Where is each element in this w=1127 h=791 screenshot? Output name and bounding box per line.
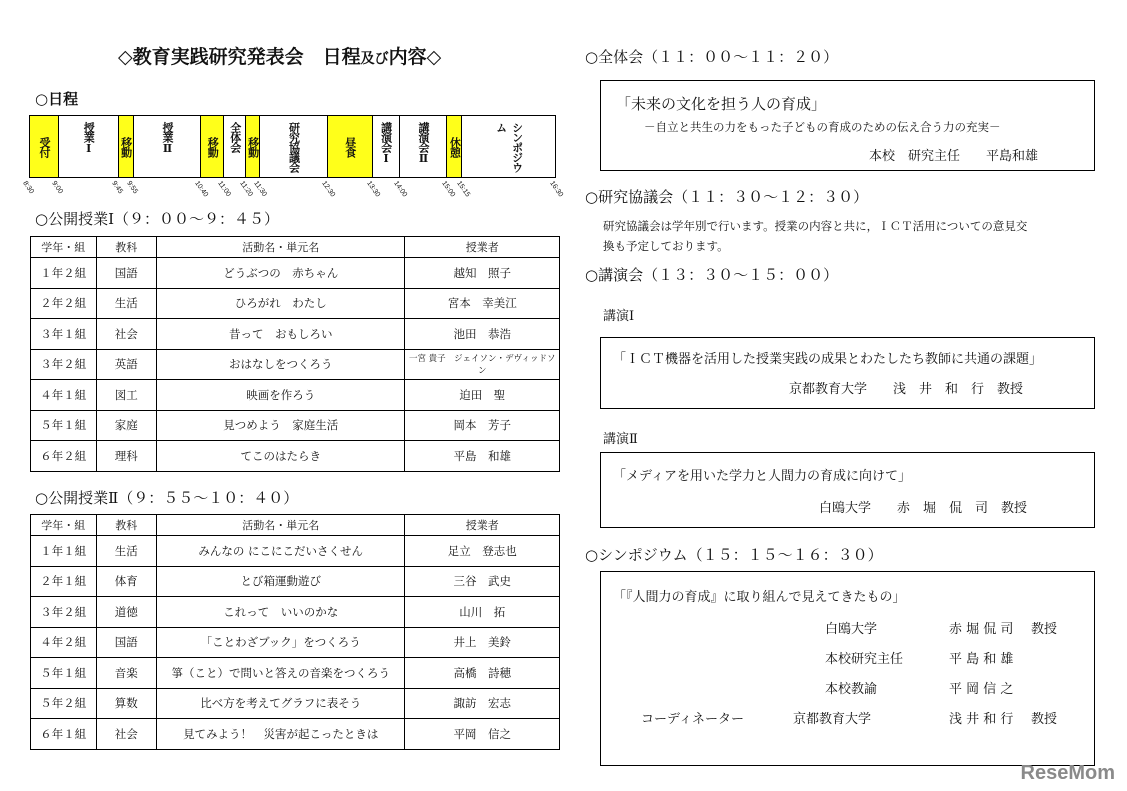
activity-cell: どうぶつの 赤ちゃん: [156, 258, 404, 289]
schedule-segment: [30, 116, 59, 177]
schedule-segment: [260, 116, 328, 177]
column-header: 授業者: [405, 237, 560, 258]
activity-cell: みんなの にこにこだいさくせん: [156, 536, 405, 567]
lecture2-label: 講演Ⅱ: [603, 432, 638, 447]
schedule-segment: [246, 116, 260, 177]
schedule-segment: [59, 116, 119, 177]
teacher-cell: 宮本 幸美江: [405, 288, 560, 319]
panelist-org: 白鴎大学: [825, 622, 878, 637]
schedule-segment-label: 研究協議会: [287, 122, 301, 172]
activity-cell: 箏（こと）で問いと答えの音楽をつくろう: [156, 658, 405, 689]
teacher-cell: 岡本 芳子: [405, 410, 560, 441]
activity-cell: 見てみよう！ 災害が起こったときは: [156, 719, 405, 750]
time-tick-label: 10:40: [193, 180, 210, 199]
teacher-cell: 高橋 詩穂: [405, 658, 560, 689]
time-tick-label: 12:30: [320, 180, 337, 199]
activity-cell: 昔って おもしろい: [156, 319, 404, 350]
subject-cell: 英語: [96, 349, 156, 380]
teacher-cell: 迫田 聖: [405, 380, 560, 411]
activity-cell: おはなしをつくろう: [156, 349, 404, 380]
column-header: 学年・組: [31, 237, 97, 258]
schedule-segment-label: 授業Ⅱ: [160, 122, 174, 154]
panelist-role: コーディネーター: [641, 712, 744, 727]
table-row: [31, 288, 560, 319]
title-small: 及び: [360, 51, 389, 67]
time-tick-label: 11:30: [252, 180, 268, 198]
schedule-segment-label: 受付: [37, 136, 51, 157]
schedule-segment: [462, 116, 555, 177]
time-tick-label: 9:55: [125, 180, 139, 196]
schedule-segment: [400, 116, 448, 177]
schedule-segment-label: 移動: [119, 136, 133, 157]
table-row: [31, 349, 560, 380]
column-header: 学年・組: [31, 515, 97, 536]
table-header-row: [31, 515, 560, 536]
schedule-segment-label: 休憩: [448, 136, 462, 157]
subject-cell: 生活: [96, 536, 156, 567]
time-tick-label: 9:00: [50, 180, 64, 196]
teacher-cell: 平島 和雄: [405, 441, 560, 472]
schedule-segment: [328, 116, 373, 177]
panelist-rank: 教授: [1031, 622, 1058, 637]
lesson1-table: [30, 236, 560, 472]
lecture1-label: 講演Ⅰ: [603, 309, 635, 324]
activity-cell: これって いいのかな: [156, 597, 405, 628]
time-tick-label: 15:15: [455, 180, 472, 199]
schedule-segment-label: 全体会: [228, 122, 242, 152]
symposium-box: [600, 571, 1095, 766]
subject-cell: 家庭: [96, 410, 156, 441]
class-cell: １年１組: [31, 536, 97, 567]
schedule-segment-label: 昼食: [343, 136, 357, 157]
panelist-name: 赤 堀 侃 司: [949, 622, 1014, 637]
schedule-segment-label: 講演会Ⅰ: [379, 122, 393, 164]
class-cell: ６年２組: [31, 441, 97, 472]
subject-cell: 理科: [96, 441, 156, 472]
schedule-ticks: [0, 180, 600, 200]
column-header: 活動名・単元名: [156, 237, 404, 258]
subject-cell: 生活: [96, 288, 156, 319]
table-row: [31, 319, 560, 350]
teacher-cell: 池田 恭浩: [405, 319, 560, 350]
teacher-cell: 三谷 武史: [405, 566, 560, 597]
table-row: [31, 658, 560, 689]
symposium-heading: ○シンポジウム（１５：１５～１６：３０）: [585, 546, 883, 564]
activity-cell: とび箱運動遊び: [156, 566, 405, 597]
lecture2-title: 「メディアを用いた学力と人間力の育成に向けて」: [613, 469, 911, 484]
plenary-subtheme: －自立と共生の力をもった子どもの育成のための伝え合う力の充実－: [644, 120, 1001, 134]
panelist-name: 平 島 和 雄: [949, 652, 1014, 667]
teacher-cell: 諏訪 宏志: [405, 688, 560, 719]
lectures-heading: ○講演会（１３：３０～１５：００）: [585, 266, 839, 284]
table-row: [31, 597, 560, 628]
class-cell: ３年１組: [31, 319, 97, 350]
column-header: 教科: [96, 237, 156, 258]
schedule-heading: ○日程: [35, 90, 79, 108]
subject-cell: 社会: [96, 719, 156, 750]
subject-cell: 国語: [96, 627, 156, 658]
time-tick-label: 8:30: [21, 180, 35, 196]
subject-cell: 体育: [96, 566, 156, 597]
activity-cell: 見つめよう 家庭生活: [156, 410, 404, 441]
column-header: 授業者: [405, 515, 560, 536]
subject-cell: 図工: [96, 380, 156, 411]
subject-cell: 国語: [96, 258, 156, 289]
schedule-segment: [201, 116, 224, 177]
class-cell: ５年２組: [31, 688, 97, 719]
lecture2-speaker: 白鴎大学 赤 堀 侃 司 教授: [819, 501, 1028, 516]
table-row: [31, 536, 560, 567]
activity-cell: 「ことわざブック」をつくろう: [156, 627, 405, 658]
plenary-speaker: 本校 研究主任 平島和雄: [869, 149, 1039, 164]
class-cell: ５年１組: [31, 658, 97, 689]
activity-cell: 比べ方を考えてグラフに表そう: [156, 688, 405, 719]
schedule-segment: [447, 116, 462, 177]
title-end: 内容◇: [388, 46, 442, 68]
table-row: [31, 410, 560, 441]
activity-cell: てこのはたらき: [156, 441, 404, 472]
teacher-cell: 越知 照子: [405, 258, 560, 289]
teacher-cell: 足立 登志也: [405, 536, 560, 567]
lesson2-table: [30, 514, 560, 750]
table-header-row: [31, 237, 560, 258]
lecture2-box: [600, 452, 1095, 528]
subject-cell: 社会: [96, 319, 156, 350]
teacher-cell: 一宮 貴子 ジェイソン・デヴィッドソン: [405, 349, 560, 380]
lecture1-title: 「ＩＣＴ機器を活用した授業実践の成果とわたしたち教師に共通の課題」: [613, 352, 1043, 367]
schedule-segment-label: シンポジウム: [494, 122, 524, 172]
class-cell: ２年２組: [31, 288, 97, 319]
symposium-title: 「『人間力の育成』に取り組んで見えてきたもの」: [613, 590, 906, 605]
panelist-org: 京都教育大学: [793, 712, 872, 727]
class-cell: ３年２組: [31, 597, 97, 628]
panelist-org: 本校教諭: [825, 682, 878, 697]
schedule-segment: [373, 116, 400, 177]
column-header: 活動名・単元名: [156, 515, 405, 536]
time-tick-label: 14:00: [392, 180, 409, 199]
teacher-cell: 井上 美鈴: [405, 627, 560, 658]
schedule-segment: [119, 116, 134, 177]
teacher-cell: 平岡 信之: [405, 719, 560, 750]
subject-cell: 道徳: [96, 597, 156, 628]
lesson1-heading: ○公開授業Ⅰ（９：００～９：４５）: [35, 210, 280, 228]
column-header: 教科: [96, 515, 156, 536]
table-row: [31, 441, 560, 472]
table-row: [31, 258, 560, 289]
class-cell: ４年２組: [31, 627, 97, 658]
time-tick-label: 11:20: [238, 180, 254, 198]
schedule-bar: [29, 115, 556, 178]
table-row: [31, 627, 560, 658]
schedule-segment: [134, 116, 202, 177]
panelist-rank: 教授: [1031, 712, 1058, 727]
panelist-name: 浅 井 和 行: [949, 712, 1014, 727]
table-row: [31, 380, 560, 411]
plenary-box: [600, 80, 1095, 171]
activity-cell: 映画を作ろう: [156, 380, 404, 411]
table-row: [31, 566, 560, 597]
title-main: ◇教育実践研究発表会 日程: [118, 46, 361, 68]
class-cell: ２年１組: [31, 566, 97, 597]
class-cell: ５年１組: [31, 410, 97, 441]
table-row: [31, 688, 560, 719]
schedule-segment-label: 授業Ⅰ: [82, 122, 96, 154]
time-tick-label: 9:45: [110, 180, 124, 196]
council-text-line2: 換も予定しております。: [603, 239, 729, 253]
subject-cell: 算数: [96, 688, 156, 719]
council-heading: ○研究協議会（１１：３０～１２：３０）: [585, 188, 869, 206]
plenary-heading: ○全体会（１１：００～１１：２０）: [585, 48, 839, 66]
lecture1-box: [600, 337, 1095, 409]
panelist-org: 本校研究主任: [825, 652, 904, 667]
schedule-segment: [224, 116, 246, 177]
page-title: [118, 42, 441, 69]
schedule-segment-label: 講演会Ⅱ: [416, 122, 430, 164]
class-cell: ６年１組: [31, 719, 97, 750]
time-tick-label: 13:30: [365, 180, 382, 199]
schedule-segment-label: 移動: [246, 136, 260, 157]
class-cell: ３年２組: [31, 349, 97, 380]
subject-cell: 音楽: [96, 658, 156, 689]
plenary-theme: 「未来の文化を担う人の育成」: [616, 95, 827, 113]
time-tick-label: 16:30: [548, 180, 565, 199]
resemom-logo: ReseMom: [1020, 762, 1115, 784]
activity-cell: ひろがれ わたし: [156, 288, 404, 319]
class-cell: １年２組: [31, 258, 97, 289]
lecture1-speaker: 京都教育大学 浅 井 和 行 教授: [789, 382, 1024, 397]
council-text-line1: 研究協議会は学年別で行います。授業の内容と共に，ＩＣＴ活用についての意見交: [603, 219, 1028, 233]
time-tick-label: 15:00: [440, 180, 457, 199]
lesson2-heading: ○公開授業Ⅱ（９：５５～１０：４０）: [35, 489, 299, 507]
class-cell: ４年１組: [31, 380, 97, 411]
panelist-name: 平 岡 信 之: [949, 682, 1014, 697]
teacher-cell: 山川 拓: [405, 597, 560, 628]
table-row: [31, 719, 560, 750]
time-tick-label: 11:00: [216, 180, 232, 198]
schedule-segment-label: 移動: [206, 136, 220, 157]
